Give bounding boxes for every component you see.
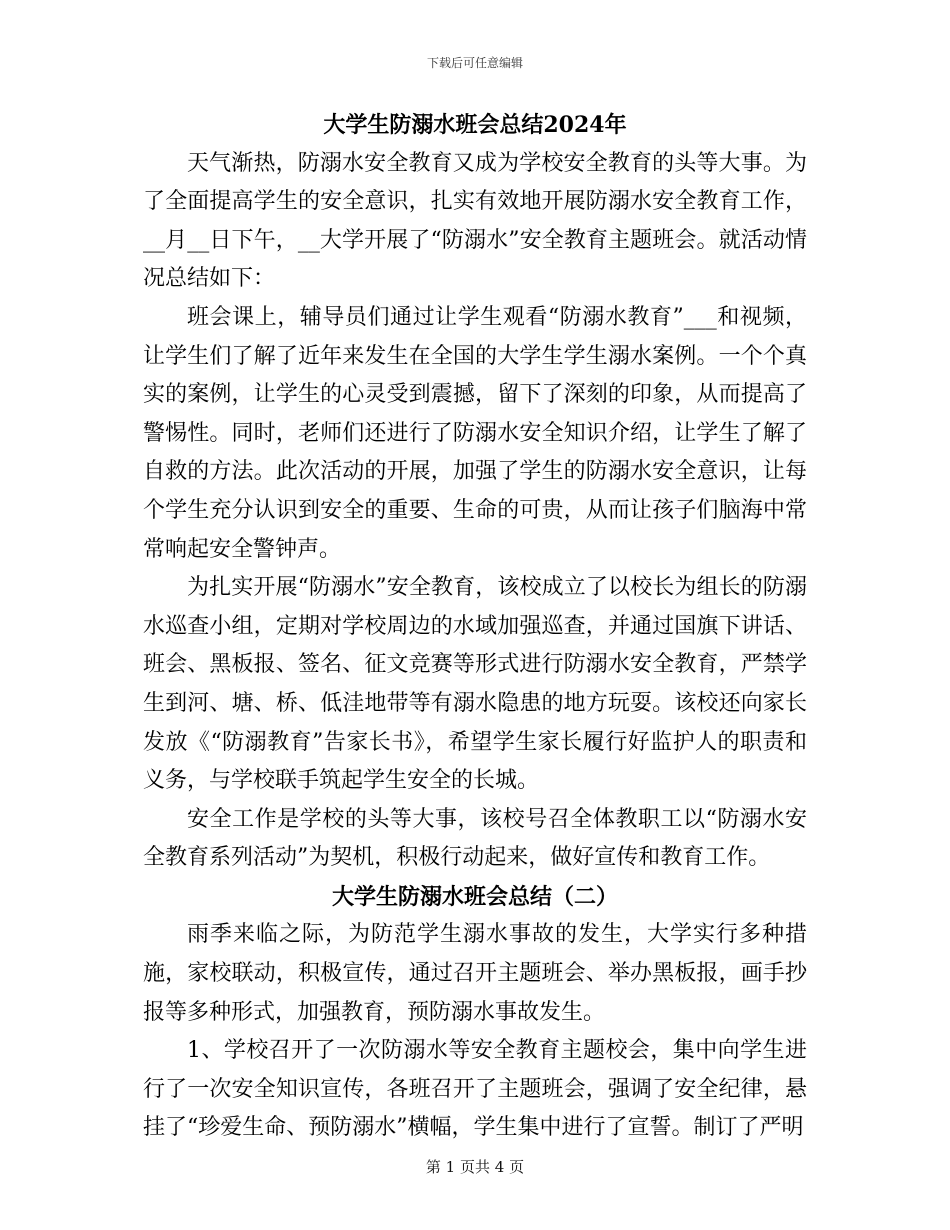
document-body xyxy=(143,106,807,1148)
paragraph: 为扎实开展“防溺水”安全教育，该校成立了以校长为组长的防溺水巡查小组，定期对学校周边的水域加强巡查，并通过国旗下讲话、班会、黑板报、签名、征文竞赛等形式进行防溺水安全教育，严禁学生到河、塘、桥、低洼地带等有溺水隐患的地方玩耍。该校还向家长发放《“防溺教育”告家长书》，希望学生家长履行好监护人的职责和义务，与学校联手筑起学生安全的长城。 xyxy=(143,575,807,794)
section-title: 大学生防溺水班会总结（二） xyxy=(331,883,618,910)
paragraph: 雨季来临之际，为防范学生溺水事故的发生，大学实行多种措施，家校联动，积极宣传，通过召开主题班会、举办黑板报，画手抄报等多种形式，加强教育，预防溺水事故发生。 xyxy=(143,922,807,1025)
page-footer: 第 1 页共 4 页 xyxy=(425,1158,525,1176)
document-title: 大学生防溺水班会总结2024年 xyxy=(323,112,627,138)
paragraph: 1、学校召开了一次防溺水等安全教育主题校会，集中向学生进行了一次安全知识宣传，各班召开了主题班会，强调了安全纪律，悬挂了“珍爱生命、预防溺水”横幅，学生集中进行了宣誓。制订了严明 xyxy=(143,1038,807,1141)
paragraph: 安全工作是学校的头等大事，该校号召全体教职工以“防溺水安全教育系列活动”为契机，积极行动起来，做好宣传和教育工作。 xyxy=(143,806,807,871)
paragraph: 班会课上，辅导员们通过让学生观看“防溺水教育”___和视频，让学生们了解了近年来发生在全国的大学生学生溺水案例。一个个真实的案例，让学生的心灵受到震撼，留下了深刻的印象，从而提高了警惕性。同时，老师们还进行了防溺水安全知识介绍，让学生了解了自救的方法。此次活动的开展，加强了学生的防溺水安全意识，让每个学生充分认识到安全的重要、生命的可贵，从而让孩子们脑海中常常响起安全警钟声。 xyxy=(143,304,807,562)
paragraph: 天气渐热，防溺水安全教育又成为学校安全教育的头等大事。为了全面提高学生的安全意识，扎实有效地开展防溺水安全教育工作，__月__日下午，__大学开展了“防溺水”安全教育主题班会。就活动情况总结如下： xyxy=(143,150,807,292)
page-header-note: 下载后可任意编辑 xyxy=(426,56,523,70)
